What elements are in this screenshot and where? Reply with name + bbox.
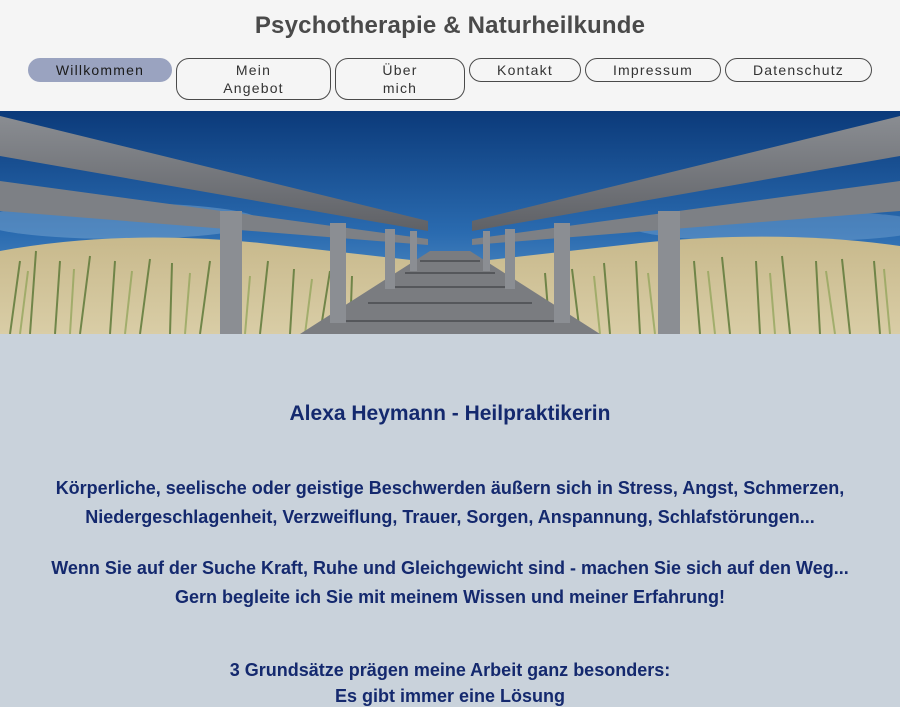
intro-text-line: Niedergeschlagenheit, Verzweiflung, Trauer, Sorgen, Anspannung, Schlafstörungen...: [85, 507, 815, 527]
intro-text-line: Körperliche, seelische oder geistige Beschwerden äußern sich in Stress, Angst, Schmerzen,: [55, 478, 845, 498]
nav-ueber-mich[interactable]: [335, 58, 465, 100]
main-heading: Alexa Heymann - Heilpraktikerin: [289, 402, 611, 425]
site-header: [0, 0, 900, 111]
invitation-text-line: Gern begleite ich Sie mit meinem Wissen und meiner Erfahrung!: [175, 587, 725, 607]
nav-impressum-label: Impressum: [612, 62, 694, 78]
principles-heading: 3 Grundsätze prägen meine Arbeit ganz besonders:: [229, 660, 671, 680]
hero-image: [0, 111, 900, 334]
boardwalk-illustration: [0, 111, 900, 334]
nav-ueber-mich-label: Über mich: [382, 62, 418, 96]
nav-mein-angebot[interactable]: [176, 58, 331, 100]
site-title: Psychotherapie & Naturheilkunde: [254, 12, 646, 39]
nav-willkommen[interactable]: [28, 58, 172, 82]
main-content: [0, 334, 900, 706]
nav-kontakt-label: Kontakt: [497, 62, 553, 78]
principle-item: Es gibt immer eine Lösung: [334, 686, 566, 706]
invitation-text-line: Wenn Sie auf der Suche Kraft, Ruhe und Gleichgewicht sind - machen Sie sich auf den Weg...: [51, 558, 849, 578]
nav-willkommen-label: Willkommen: [55, 62, 145, 78]
nav-mein-angebot-label: Mein Angebot: [223, 62, 284, 96]
nav-impressum[interactable]: [585, 58, 721, 82]
nav-datenschutz[interactable]: [725, 58, 872, 82]
nav-datenschutz-label: Datenschutz: [752, 62, 845, 78]
nav-kontakt[interactable]: [469, 58, 581, 82]
